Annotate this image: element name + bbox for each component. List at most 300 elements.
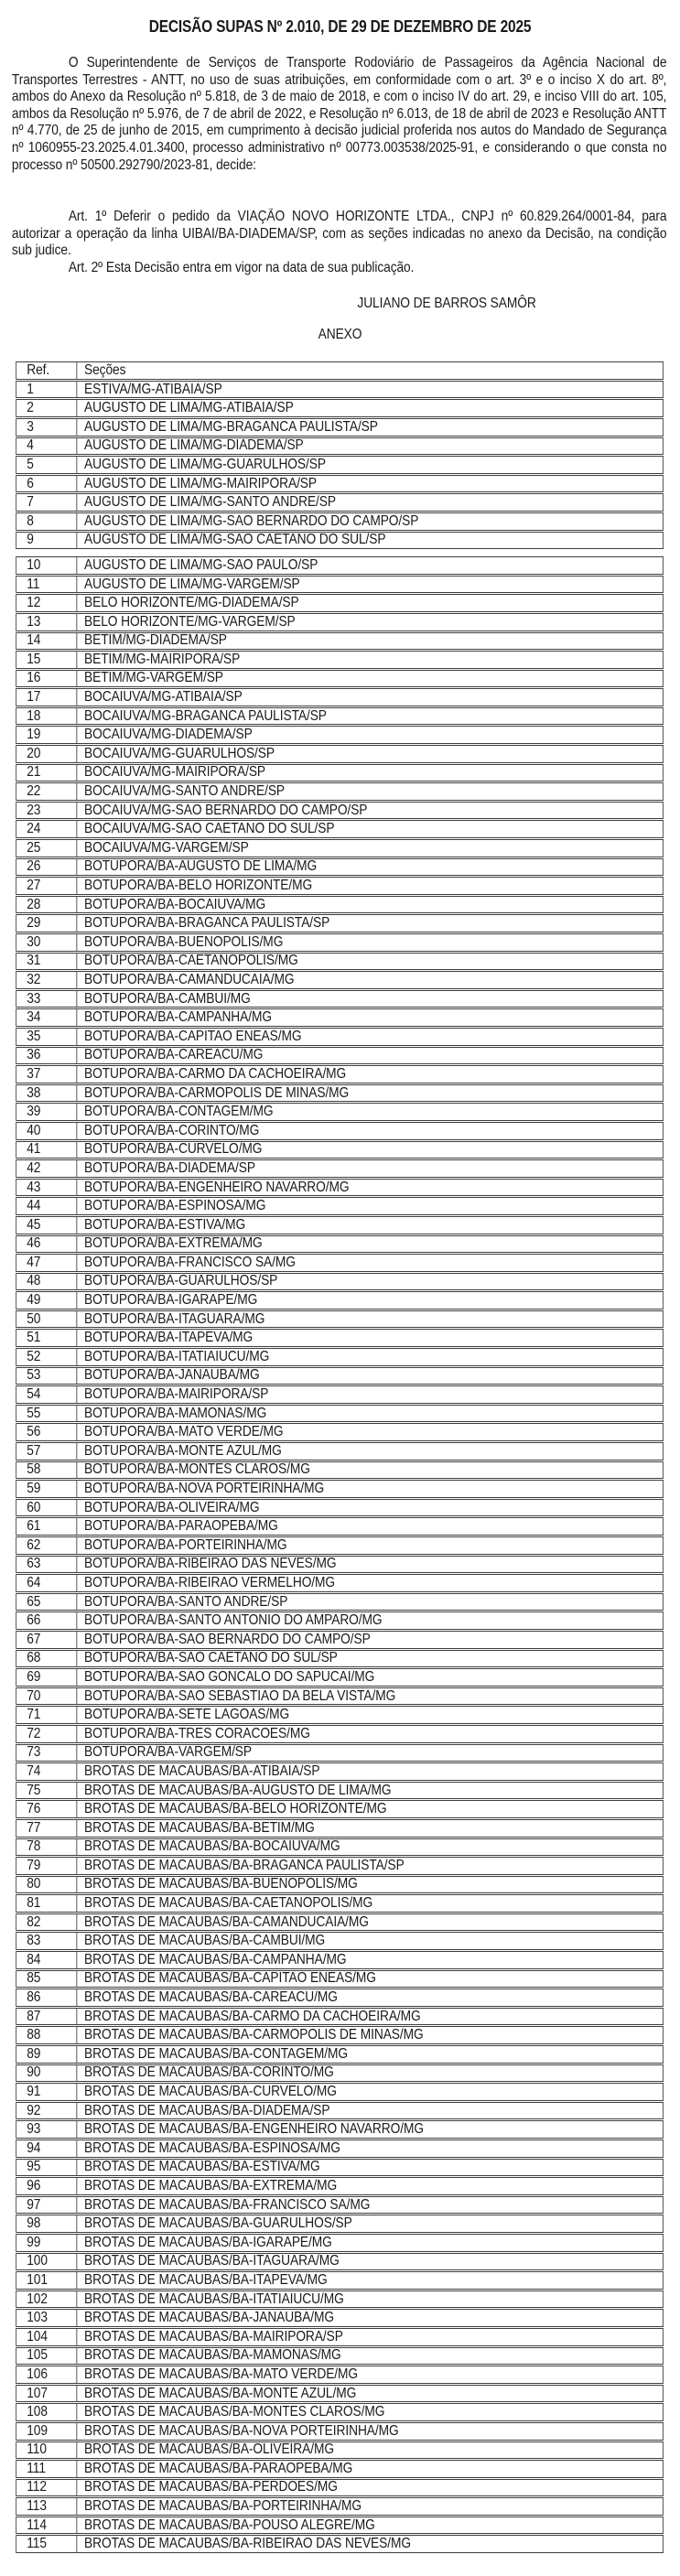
row-ref: 9 xyxy=(16,533,77,549)
row-section: BOTUPORA/BA-CORINTO/MG xyxy=(84,1122,260,1138)
row-ref: 89 xyxy=(16,2046,77,2063)
row-section: BOTUPORA/BA-CAETANOPOLIS/MG xyxy=(84,953,298,969)
table-row xyxy=(16,1536,664,1555)
table-row xyxy=(16,858,664,877)
row-section: BOTUPORA/BA-FRANCISCO SA/MG xyxy=(84,1254,296,1270)
row-section: AUGUSTO DE LIMA/MG-VARGEM/SP xyxy=(84,576,300,592)
table-row xyxy=(16,1385,664,1404)
row-section: AUGUSTO DE LIMA/MG-SAO BERNARDO DO CAMPO/SP xyxy=(84,512,419,529)
row-section: BOTUPORA/BA-PORTEIRINHA/MG xyxy=(84,1536,287,1553)
table-row xyxy=(16,1047,664,1065)
table-row xyxy=(16,1273,664,1291)
table-row xyxy=(16,1932,664,1950)
row-ref: 112 xyxy=(16,2480,77,2496)
row-ref: 90 xyxy=(16,2065,77,2082)
row-section: BOTUPORA/BA-CURVELO/MG xyxy=(84,1141,263,1158)
row-section: BOTUPORA/BA-MONTES CLAROS/MG xyxy=(84,1461,310,1478)
table-row xyxy=(16,1122,664,1140)
row-ref: 109 xyxy=(16,2423,77,2440)
row-section: BROTAS DE MACAUBAS/BA-PORTEIRINHA/MG xyxy=(84,2498,362,2515)
row-ref: 37 xyxy=(16,1066,77,1083)
row-section: BROTAS DE MACAUBAS/BA-GUARULHOS/SP xyxy=(84,2215,352,2232)
table-row xyxy=(16,2422,664,2441)
table-row xyxy=(16,1668,664,1687)
row-section: BOTUPORA/BA-CAREACU/MG xyxy=(84,1047,264,1063)
row-ref: 50 xyxy=(16,1311,77,1328)
row-ref: 23 xyxy=(16,803,77,819)
table-row xyxy=(16,1800,664,1818)
row-section: BROTAS DE MACAUBAS/BA-EXTREMA/MG xyxy=(84,2177,338,2193)
table-row xyxy=(16,1517,664,1536)
table-row xyxy=(16,418,664,437)
row-ref: 53 xyxy=(16,1368,77,1385)
table-row xyxy=(16,1725,664,1743)
row-ref: 79 xyxy=(16,1858,77,1874)
row-ref: 87 xyxy=(16,2009,77,2025)
row-ref: 96 xyxy=(16,2178,77,2194)
row-ref: 54 xyxy=(16,1386,77,1403)
row-section: BOTUPORA/BA-VARGEM/SP xyxy=(84,1744,252,1761)
row-ref: 45 xyxy=(16,1217,77,1234)
table-header-row xyxy=(16,361,664,380)
row-ref: 5 xyxy=(16,457,77,473)
decision-title: DECISÃO SUPAS Nº 2.010, DE 29 DE DEZEMBRO DE 2025 xyxy=(148,17,532,36)
row-ref: 49 xyxy=(16,1292,77,1309)
row-section: BOTUPORA/BA-MONTE AZUL/MG xyxy=(84,1442,282,1459)
row-section: BROTAS DE MACAUBAS/BA-IGARAPE/MG xyxy=(84,2234,332,2250)
row-section: BOTUPORA/BA-ITAGUARA/MG xyxy=(84,1310,265,1327)
row-section: BROTAS DE MACAUBAS/BA-ITAPEVA/MG xyxy=(84,2271,328,2288)
row-ref: 88 xyxy=(16,2027,77,2043)
row-ref: 15 xyxy=(16,652,77,668)
row-ref: 99 xyxy=(16,2235,77,2251)
row-ref: 27 xyxy=(16,878,77,894)
row-ref: 11 xyxy=(16,577,77,593)
row-ref: 4 xyxy=(16,438,77,455)
row-section: BROTAS DE MACAUBAS/BA-POUSO ALEGRE/MG xyxy=(84,2517,375,2533)
table-row xyxy=(16,1310,664,1329)
row-section: BOTUPORA/BA-DIADEMA/SP xyxy=(84,1159,255,1176)
row-ref: 13 xyxy=(16,614,77,631)
row-ref: 110 xyxy=(16,2442,77,2459)
row-section: BROTAS DE MACAUBAS/BA-BUENOPOLIS/MG xyxy=(84,1876,358,1892)
annex-table-part-1 xyxy=(16,361,664,549)
table-row xyxy=(16,475,664,493)
row-section: BOCAIUVA/MG-DIADEMA/SP xyxy=(84,727,253,743)
row-section: BOTUPORA/BA-PARAOPEBA/MG xyxy=(84,1518,278,1535)
row-section: BOTUPORA/BA-TRES CORACOES/MG xyxy=(84,1725,310,1741)
row-section: BROTAS DE MACAUBAS/BA-CORINTO/MG xyxy=(84,2064,334,2081)
row-section: AUGUSTO DE LIMA/MG-BRAGANCA PAULISTA/SP xyxy=(84,418,378,435)
table-row xyxy=(16,1159,664,1178)
table-row xyxy=(16,1179,664,1197)
row-section: AUGUSTO DE LIMA/MG-SAO PAULO/SP xyxy=(84,556,318,573)
ref-column-header: Ref. xyxy=(16,362,77,379)
row-ref: 71 xyxy=(16,1707,77,1723)
row-ref: 35 xyxy=(16,1029,77,1045)
row-ref: 57 xyxy=(16,1443,77,1460)
table-row xyxy=(16,1235,664,1254)
table-row xyxy=(16,2290,664,2309)
table-row xyxy=(16,2159,664,2177)
row-ref: 73 xyxy=(16,1745,77,1762)
row-ref: 25 xyxy=(16,840,77,857)
table-row xyxy=(16,2535,664,2553)
row-ref: 94 xyxy=(16,2140,77,2157)
row-section: BROTAS DE MACAUBAS/BA-CARMO DA CACHOEIRA/MG xyxy=(84,2008,421,2024)
article-1: Art. 1º Deferir o pedido da VIAÇÃO NOVO HORIZONTE LTDA., CNPJ nº 60.829.264/0001-84, para autorizar a operação da linha UIBAI/BA-DIADEMA/SP, com as seções indicadas no anexo da Decisão, na condição sub judice. xyxy=(11,209,667,259)
row-section: BROTAS DE MACAUBAS/BA-ESPINOSA/MG xyxy=(84,2139,340,2156)
table-row xyxy=(16,493,664,512)
table-row xyxy=(16,1348,664,1366)
table-row xyxy=(16,2177,664,2195)
table-row xyxy=(16,688,664,706)
row-section: BOTUPORA/BA-SAO GONCALO DO SAPUCAI/MG xyxy=(84,1668,375,1685)
row-section: BOTUPORA/BA-RIBEIRAO VERMELHO/MG xyxy=(84,1574,336,1590)
table-row xyxy=(16,1367,664,1385)
table-row xyxy=(16,2347,664,2366)
table-row xyxy=(16,1216,664,1234)
table-row xyxy=(16,2366,664,2384)
row-section: BROTAS DE MACAUBAS/BA-RIBEIRAO DAS NEVES/MG xyxy=(84,2536,411,2552)
row-section: BOTUPORA/BA-RIBEIRAO DAS NEVES/MG xyxy=(84,1556,337,1572)
row-section: BROTAS DE MACAUBAS/BA-CAPITAO ENEAS/MG xyxy=(84,1970,376,1987)
row-section: BOTUPORA/BA-CAPITAO ENEAS/MG xyxy=(84,1028,302,1044)
row-section: BOTUPORA/BA-OLIVEIRA/MG xyxy=(84,1499,260,1515)
table-row xyxy=(16,1405,664,1423)
row-ref: 102 xyxy=(16,2291,77,2308)
row-ref: 38 xyxy=(16,1085,77,1102)
row-ref: 78 xyxy=(16,1839,77,1856)
row-section: BROTAS DE MACAUBAS/BA-FRANCISCO SA/MG xyxy=(84,2196,371,2213)
row-ref: 77 xyxy=(16,1820,77,1837)
table-row xyxy=(16,2045,664,2064)
row-section: BOCAIUVA/MG-BRAGANCA PAULISTA/SP xyxy=(84,707,327,724)
annex-heading: ANEXO xyxy=(318,326,362,342)
table-row xyxy=(16,2441,664,2460)
row-section: BROTAS DE MACAUBAS/BA-BELO HORIZONTE/MG xyxy=(84,1801,387,1817)
row-ref: 22 xyxy=(16,783,77,800)
row-ref: 10 xyxy=(16,557,77,574)
row-ref: 97 xyxy=(16,2197,77,2214)
row-section: BOTUPORA/BA-JANAUBA/MG xyxy=(84,1367,260,1384)
row-ref: 82 xyxy=(16,1914,77,1931)
row-ref: 30 xyxy=(16,934,77,951)
table-row xyxy=(16,2479,664,2497)
row-section: BROTAS DE MACAUBAS/BA-CAMBUI/MG xyxy=(84,1933,326,1949)
table-row xyxy=(16,1141,664,1159)
row-section: BOTUPORA/BA-CARMOPOLIS DE MINAS/MG xyxy=(84,1084,350,1101)
table-row xyxy=(16,1442,664,1460)
row-ref: 19 xyxy=(16,727,77,743)
row-ref: 107 xyxy=(16,2386,77,2402)
row-ref: 41 xyxy=(16,1142,77,1159)
table-row xyxy=(16,2008,664,2026)
row-ref: 17 xyxy=(16,689,77,706)
table-row xyxy=(16,2271,664,2290)
table-row xyxy=(16,2253,664,2271)
row-section: BOTUPORA/BA-SAO CAETANO DO SUL/SP xyxy=(84,1650,338,1666)
row-ref: 8 xyxy=(16,513,77,530)
row-ref: 105 xyxy=(16,2348,77,2365)
row-section: BROTAS DE MACAUBAS/BA-MAIRIPORA/SP xyxy=(84,2328,343,2344)
row-section: BROTAS DE MACAUBAS/BA-MATO VERDE/MG xyxy=(84,2366,359,2382)
row-ref: 14 xyxy=(16,633,77,650)
row-section: ESTIVA/MG-ATIBAIA/SP xyxy=(84,381,222,397)
row-section: BOTUPORA/BA-SANTO ANDRE/SP xyxy=(84,1593,288,1610)
row-section: BROTAS DE MACAUBAS/BA-BRAGANCA PAULISTA/SP xyxy=(84,1857,405,1873)
row-ref: 106 xyxy=(16,2366,77,2383)
row-section: AUGUSTO DE LIMA/MG-ATIBAIA/SP xyxy=(84,400,294,416)
table-row xyxy=(16,556,664,575)
annex-table-part-2 xyxy=(16,556,664,2553)
row-ref: 75 xyxy=(16,1783,77,1799)
row-ref: 113 xyxy=(16,2498,77,2515)
row-ref: 101 xyxy=(16,2272,77,2289)
row-section: BOTUPORA/BA-AUGUSTO DE LIMA/MG xyxy=(84,858,318,875)
row-section: BOTUPORA/BA-ITATIAIUCU/MG xyxy=(84,1348,270,1364)
row-section: BROTAS DE MACAUBAS/BA-CAREACU/MG xyxy=(84,1989,338,2006)
row-ref: 20 xyxy=(16,746,77,762)
row-ref: 92 xyxy=(16,2103,77,2119)
row-section: BETIM/MG-VARGEM/SP xyxy=(84,670,223,686)
row-section: BROTAS DE MACAUBAS/BA-CAETANOPOLIS/MG xyxy=(84,1895,373,1912)
table-row xyxy=(16,576,664,594)
row-section: BROTAS DE MACAUBAS/BA-OLIVEIRA/MG xyxy=(84,2441,334,2458)
table-row xyxy=(16,594,664,612)
row-ref: 32 xyxy=(16,972,77,988)
row-section: BROTAS DE MACAUBAS/BA-CAMPANHA/MG xyxy=(84,1951,347,1967)
row-ref: 83 xyxy=(16,1933,77,1949)
table-row xyxy=(16,2385,664,2403)
table-row xyxy=(16,1084,664,1103)
row-section: AUGUSTO DE LIMA/MG-SANTO ANDRE/SP xyxy=(84,494,336,511)
row-ref: 84 xyxy=(16,1952,77,1968)
table-row xyxy=(16,2328,664,2346)
table-row xyxy=(16,1762,664,1781)
row-ref: 51 xyxy=(16,1330,77,1346)
row-ref: 34 xyxy=(16,1009,77,1026)
row-section: BOTUPORA/BA-IGARAPE/MG xyxy=(84,1292,258,1309)
table-row xyxy=(16,2196,664,2215)
row-section: AUGUSTO DE LIMA/MG-DIADEMA/SP xyxy=(84,437,304,454)
table-row xyxy=(16,764,664,782)
row-ref: 6 xyxy=(16,476,77,492)
row-section: BROTAS DE MACAUBAS/BA-MONTE AZUL/MG xyxy=(84,2385,357,2401)
row-section: BROTAS DE MACAUBAS/BA-ITATIAIUCU/MG xyxy=(84,2290,344,2307)
table-row xyxy=(16,1951,664,1969)
row-ref: 60 xyxy=(16,1500,77,1516)
table-row xyxy=(16,1197,664,1215)
row-section: BROTAS DE MACAUBAS/BA-JANAUBA/MG xyxy=(84,2310,335,2326)
row-section: BOTUPORA/BA-BOCAIUVA/MG xyxy=(84,896,266,912)
table-row xyxy=(16,1782,664,1800)
table-row xyxy=(16,2309,664,2327)
row-section: BOTUPORA/BA-CAMPANHA/MG xyxy=(84,1009,272,1026)
row-ref: 42 xyxy=(16,1160,77,1177)
row-ref: 48 xyxy=(16,1274,77,1290)
table-row xyxy=(16,726,664,744)
row-section: BOTUPORA/BA-CAMANDUCAIA/MG xyxy=(84,971,295,987)
row-section: BOTUPORA/BA-SETE LAGOAS/MG xyxy=(84,1707,290,1723)
table-row xyxy=(16,896,664,914)
row-ref: 86 xyxy=(16,1989,77,2006)
table-row xyxy=(16,707,664,726)
table-row xyxy=(16,1103,664,1121)
row-ref: 67 xyxy=(16,1632,77,1648)
row-ref: 111 xyxy=(16,2461,77,2477)
row-ref: 108 xyxy=(16,2404,77,2420)
signature-name: JULIANO DE BARROS SAMÔR xyxy=(357,296,536,311)
table-row xyxy=(16,2120,664,2139)
row-section: BOTUPORA/BA-NOVA PORTEIRINHA/MG xyxy=(84,1481,325,1497)
table-row xyxy=(16,512,664,531)
row-section: BOTUPORA/BA-MAMONAS/MG xyxy=(84,1405,267,1421)
row-section: BOCAIUVA/MG-VARGEM/SP xyxy=(84,839,249,856)
row-ref: 1 xyxy=(16,382,77,398)
row-ref: 63 xyxy=(16,1557,77,1573)
row-section: BROTAS DE MACAUBAS/BA-NOVA PORTEIRINHA/MG xyxy=(84,2422,399,2439)
table-row xyxy=(16,1706,664,1724)
table-row xyxy=(16,613,664,631)
row-section: BOTUPORA/BA-ESPINOSA/MG xyxy=(84,1198,266,1214)
row-ref: 76 xyxy=(16,1801,77,1817)
table-row xyxy=(16,2064,664,2083)
table-row xyxy=(16,1744,664,1762)
row-section: BROTAS DE MACAUBAS/BA-ATIBAIA/SP xyxy=(84,1762,320,1779)
table-row xyxy=(16,782,664,801)
table-row xyxy=(16,1461,664,1480)
row-section: BOTUPORA/BA-SAO BERNARDO DO CAMPO/SP xyxy=(84,1631,371,1647)
table-row xyxy=(16,399,664,417)
table-row xyxy=(16,839,664,857)
table-row xyxy=(16,2083,664,2101)
row-ref: 72 xyxy=(16,1726,77,1742)
row-ref: 55 xyxy=(16,1406,77,1422)
row-ref: 100 xyxy=(16,2254,77,2270)
table-row xyxy=(16,1687,664,1706)
row-section: BROTAS DE MACAUBAS/BA-CURVELO/MG xyxy=(84,2084,337,2100)
row-section: BROTAS DE MACAUBAS/BA-CAMANDUCAIA/MG xyxy=(84,1913,369,1930)
row-ref: 39 xyxy=(16,1104,77,1120)
table-row xyxy=(16,820,664,838)
row-ref: 33 xyxy=(16,991,77,1008)
table-row xyxy=(16,914,664,932)
row-section: BOTUPORA/BA-MAIRIPORA/SP xyxy=(84,1386,269,1403)
row-section: BOTUPORA/BA-CARMO DA CACHOEIRA/MG xyxy=(84,1065,347,1082)
row-section: BOTUPORA/BA-CAMBUI/MG xyxy=(84,990,251,1007)
row-ref: 3 xyxy=(16,419,77,436)
table-row xyxy=(16,1329,664,1347)
article-2: Art. 2º Esta Decisão entra em vigor na data de sua publicação. xyxy=(68,260,415,275)
row-section: BROTAS DE MACAUBAS/BA-ITAGUARA/MG xyxy=(84,2253,340,2269)
row-ref: 103 xyxy=(16,2310,77,2326)
row-ref: 16 xyxy=(16,671,77,687)
row-ref: 40 xyxy=(16,1123,77,1139)
row-section: BOCAIUVA/MG-SAO CAETANO DO SUL/SP xyxy=(84,821,335,837)
table-row xyxy=(16,1631,664,1649)
table-row xyxy=(16,2026,664,2044)
table-row xyxy=(16,1894,664,1913)
row-section: BROTAS DE MACAUBAS/BA-MAMONAS/MG xyxy=(84,2347,341,2364)
preamble-paragraph: O Superintendente de Serviços de Transporte Rodoviário de Passageiros da Agência Nacional de Transportes Terrestres - ANTT, no uso de suas atribuições, em conformidade com o art. 3º e o inciso X do art. 8º, ambos do Anexo da Resolução nº 5.818, de 3 de maio de 2018, e com o inciso IV do art. 29, e inciso VIII do art. 105, ambos da Resolução nº 5.976, de 7 de abril de 2022, e Resolução nº 6.013, de 18 de abril de 2023 e Resolução ANTT nº 4.770, de 25 de junho de 2015, em cumprimento à decisão judicial proferida nos autos do Mandado de Segurança nº 1060955-23.2025.4.01.3400, processo administrativo nº 00773.003538/2025-91, e considerando o que consta no processo nº 50500.292790/2023-81, decide: xyxy=(11,55,667,173)
table-row xyxy=(16,971,664,989)
table-row xyxy=(16,933,664,952)
row-ref: 98 xyxy=(16,2215,77,2232)
row-ref: 58 xyxy=(16,1462,77,1479)
row-ref: 65 xyxy=(16,1594,77,1611)
row-ref: 29 xyxy=(16,915,77,932)
table-row xyxy=(16,1254,664,1272)
row-section: AUGUSTO DE LIMA/MG-GUARULHOS/SP xyxy=(84,456,326,472)
row-ref: 18 xyxy=(16,708,77,725)
row-section: BETIM/MG-DIADEMA/SP xyxy=(84,632,227,649)
row-ref: 69 xyxy=(16,1669,77,1686)
table-row xyxy=(16,2102,664,2120)
row-section: BOTUPORA/BA-BUENOPOLIS/MG xyxy=(84,933,284,950)
table-row xyxy=(16,381,664,399)
table-row xyxy=(16,2460,664,2478)
row-ref: 44 xyxy=(16,1198,77,1214)
row-ref: 61 xyxy=(16,1518,77,1535)
table-row xyxy=(16,1423,664,1441)
row-section: BROTAS DE MACAUBAS/BA-DIADEMA/SP xyxy=(84,2102,330,2118)
table-row xyxy=(16,745,664,763)
row-ref: 26 xyxy=(16,859,77,876)
table-row xyxy=(16,953,664,971)
row-section: BROTAS DE MACAUBAS/BA-ESTIVA/MG xyxy=(84,2159,320,2175)
row-section: BOTUPORA/BA-SAO SEBASTIAO DA BELA VISTA/MG xyxy=(84,1687,396,1704)
table-row xyxy=(16,877,664,895)
row-ref: 115 xyxy=(16,2536,77,2552)
row-ref: 2 xyxy=(16,400,77,416)
table-row xyxy=(16,1989,664,2007)
table-row xyxy=(16,1291,664,1310)
row-ref: 95 xyxy=(16,2160,77,2176)
table-row xyxy=(16,651,664,669)
row-section: BOTUPORA/BA-BRAGANCA PAULISTA/SP xyxy=(84,915,330,932)
row-ref: 28 xyxy=(16,897,77,913)
table-row xyxy=(16,456,664,474)
table-row xyxy=(16,1611,664,1630)
row-ref: 81 xyxy=(16,1895,77,1912)
table-row xyxy=(16,1556,664,1574)
table-row xyxy=(16,2403,664,2421)
table-row xyxy=(16,802,664,820)
row-section: BOTUPORA/BA-ESTIVA/MG xyxy=(84,1216,246,1233)
row-section: BOTUPORA/BA-ITAPEVA/MG xyxy=(84,1330,254,1346)
table-row xyxy=(16,632,664,651)
row-section: BOTUPORA/BA-BELO HORIZONTE/MG xyxy=(84,878,313,894)
row-section: BROTAS DE MACAUBAS/BA-AUGUSTO DE LIMA/MG xyxy=(84,1782,392,1798)
table-row xyxy=(16,1876,664,1894)
row-section: BROTAS DE MACAUBAS/BA-BETIM/MG xyxy=(84,1819,315,1836)
row-section: AUGUSTO DE LIMA/MG-MAIRIPORA/SP xyxy=(84,475,318,491)
row-section: AUGUSTO DE LIMA/MG-SAO CAETANO DO SUL/SP xyxy=(84,532,386,548)
row-section: BROTAS DE MACAUBAS/BA-BOCAIUVA/MG xyxy=(84,1838,340,1855)
row-section: BOTUPORA/BA-MATO VERDE/MG xyxy=(84,1424,284,1440)
table-row xyxy=(16,1970,664,1989)
row-section: BOCAIUVA/MG-SAO BERNARDO DO CAMPO/SP xyxy=(84,802,368,818)
row-ref: 91 xyxy=(16,2084,77,2100)
table-row xyxy=(16,1574,664,1592)
table-row xyxy=(16,1857,664,1875)
row-ref: 21 xyxy=(16,765,77,781)
row-section: BROTAS DE MACAUBAS/BA-MONTES CLAROS/MG xyxy=(84,2404,385,2420)
row-ref: 80 xyxy=(16,1877,77,1893)
table-row xyxy=(16,1913,664,1932)
row-ref: 56 xyxy=(16,1424,77,1440)
